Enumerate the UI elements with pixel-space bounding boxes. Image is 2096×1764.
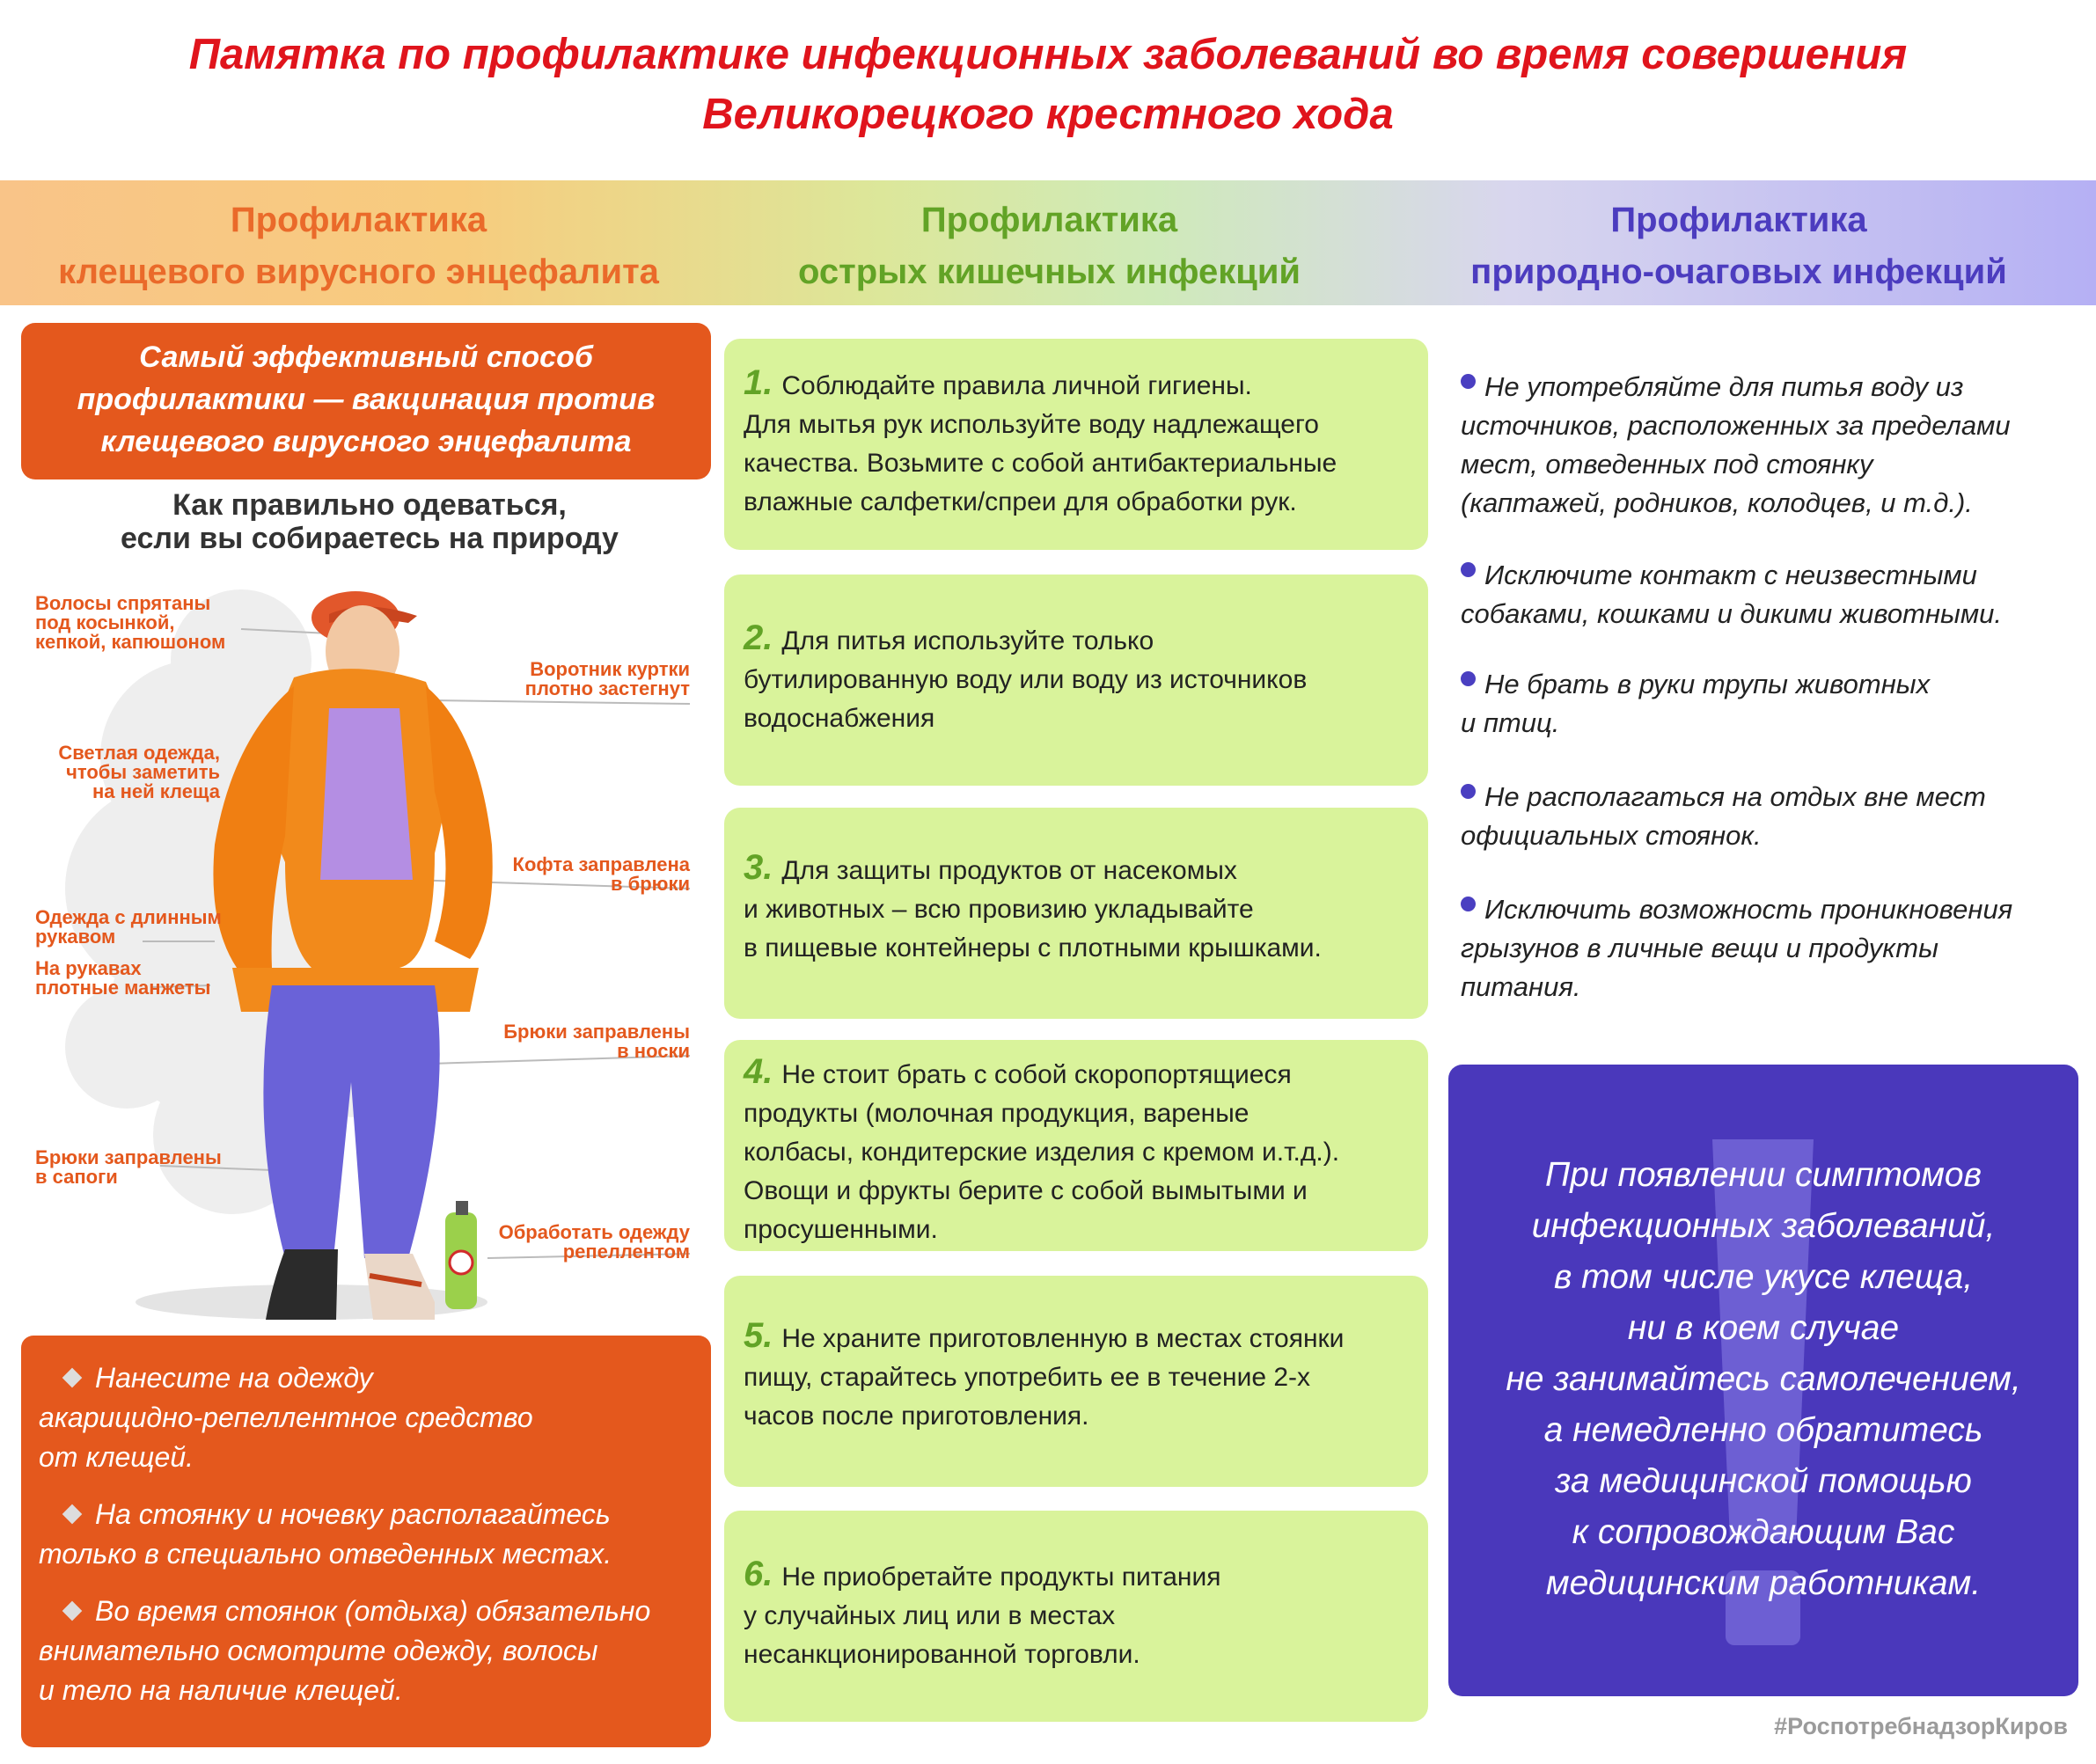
label-line: рукавом [35,926,116,948]
intestinal-card-3 [724,808,1428,1019]
tick-tip [39,1495,693,1574]
card-line: бутилированную воду или воду из источников [744,665,1308,694]
hashtag: #РоспотребнадзорКиров [1774,1713,2068,1739]
clothing-heading-line: Как правильно одеваться, [172,488,567,522]
header-intestinal [717,194,1381,298]
warning-line: за медицинской помощью [1555,1462,1972,1500]
tick-tips-box [21,1336,711,1747]
diamond-bullet-icon [62,1504,83,1525]
item-line: (каптажей, родников, колодцев, и т.д.). [1461,487,1973,518]
card-line: пищу, старайтесь употребить ее в течение 2-х [744,1363,1311,1392]
warning-line: не занимайтесь самолечением, [1506,1360,2021,1398]
diamond-bullet-icon [62,1601,83,1621]
label-line: чтобы заметить [66,761,220,783]
label-pants-socks [479,1022,690,1061]
label-line: Светлая одежда, [58,742,220,764]
tip-line: акарицидно-репеллентное средство [39,1402,533,1433]
card-line: Не приобретайте продукты питания [781,1563,1221,1592]
title-line-1: Памятка по профилактике инфекционных заболеваний во время совершения [188,31,1908,78]
card-line: и животных – всю провизию укладывайте [744,895,1254,924]
item-line: Не брать в руки трупы животных [1484,669,1931,699]
card-line: в пищевые контейнеры с плотными крышками. [744,933,1322,963]
tick-tip [39,1592,693,1710]
warning-line: медицинским работникам. [1545,1564,1982,1602]
warning-line: инфекционных заболеваний, [1531,1207,1996,1245]
label-line: плотные манжеты [35,977,211,999]
card-line: несанкционированной торговли. [744,1640,1140,1669]
intestinal-card-2 [724,575,1428,786]
card-line: водоснабжения [744,704,935,733]
card-line: Для защиты продуктов от насекомых [781,856,1237,885]
label-long-sleeves [35,908,222,947]
header-line: Профилактика [920,201,1178,239]
natural-item [1461,368,2077,523]
tip-line: Нанесите на одежду [95,1362,373,1394]
item-line: источников, расположенных за пределами [1461,410,2011,441]
label-line: Одежда с длинным [35,906,222,928]
header-natural-focal [1381,194,2096,298]
label-line: в брюки [611,873,690,895]
natural-item [1461,556,2077,633]
card-line: часов после приготовления. [744,1402,1089,1431]
card-line: колбасы, кондитерские изделия с кремом и.т.д.). [744,1138,1340,1167]
label-hair [35,594,225,652]
card-line: Овощи и фрукты берите с собой вымытыми и [744,1176,1308,1205]
item-line: мест, отведенных под стоянку [1461,449,1873,479]
section-header-band [0,180,2096,305]
card-number: 5. [744,1316,773,1355]
clothing-figure [21,554,711,1328]
card-line: продукты (молочная продукция, вареные [744,1099,1250,1128]
label-line: репеллентом [562,1241,690,1263]
label-line: плотно застегнут [524,677,690,699]
natural-item [1461,890,2077,1006]
header-line: клещевого вирусного энцефалита [58,253,659,291]
card-number: 4. [744,1052,773,1091]
header-line: Профилактика [230,201,487,239]
item-line: питания. [1461,971,1581,1002]
card-line: Не храните приготовленную в местах стоянки [781,1324,1345,1353]
item-line: Не употребляйте для питья воду из [1484,371,1964,402]
page-title [0,25,2096,144]
item-line: Исключите контакт с неизвестными [1484,560,1977,590]
card-line: Для питья используйте только [781,626,1154,655]
warning-line: ни в коем случае [1627,1309,1900,1347]
label-collar [479,660,690,699]
label-light-clothes [35,743,220,801]
tip-line: от клещей. [39,1441,194,1473]
label-cuffs [35,959,210,998]
intestinal-card-6 [724,1511,1428,1722]
card-number: 1. [744,363,773,402]
warning-line: в том числе укусе клеща, [1553,1258,1974,1296]
label-line: Кофта заправлена [512,853,690,875]
card-line: Соблюдайте правила личной гигиены. [781,371,1252,400]
item-line: Исключить возможность проникновения [1484,894,2013,925]
header-line: природно-очаговых инфекций [1470,253,2007,291]
tip-line: внимательно осмотрите одежду, волосы [39,1635,598,1666]
tip-line: На стоянку и ночевку располагайтесь [95,1498,611,1530]
card-line: Для мытья рук используйте воду надлежащего [744,410,1319,439]
warning-box [1448,1065,2078,1696]
intestinal-card-1 [724,339,1428,550]
label-line: под косынкой, [35,611,175,633]
item-line: собаками, кошками и дикими животными. [1461,598,2002,629]
warning-line: а немедленно обратитесь [1543,1411,1983,1449]
card-line: Не стоит брать с собой скоропортящиеся [781,1060,1292,1089]
label-line: Брюки заправлены [503,1021,690,1043]
warning-line: При появлении симптомов [1545,1156,1982,1194]
card-line: у случайных лиц или в местах [744,1601,1116,1630]
card-line: влажные салфетки/спреи для обработки рук. [744,487,1297,516]
item-line: официальных стоянок. [1461,820,1762,851]
bullet-dot-icon [1461,784,1476,799]
card-number: 3. [744,848,773,887]
tip-line: Во время стоянок (отдыха) обязательно [95,1595,651,1627]
natural-item [1461,665,2077,743]
diamond-bullet-icon [62,1368,83,1388]
warning-line: к сопровождающим Вас [1572,1513,1955,1551]
label-line: Волосы спрятаны [35,592,211,614]
label-pants-boots [35,1148,222,1187]
bullet-dot-icon [1461,671,1476,686]
label-line: в носки [617,1040,690,1062]
label-line: Брюки заправлены [35,1146,222,1168]
clothing-heading-line: если вы собираетесь на природу [121,522,619,555]
label-line: Обработать одежду [498,1221,690,1243]
item-line: грызунов в личные вещи и продукты [1461,933,1938,963]
tick-tip [39,1358,693,1477]
tip-line: только в специально отведенных местах. [39,1538,612,1570]
card-line: просушенными. [744,1215,938,1244]
header-tick-encephalitis [0,194,717,298]
natural-item [1461,778,2077,855]
bullet-dot-icon [1461,374,1476,389]
label-line: На рукавах [35,957,142,979]
item-line: Не располагаться на отдых вне мест [1484,781,1986,812]
label-repellent [479,1223,690,1262]
vaccination-box [21,323,711,479]
header-line: острых кишечных инфекций [797,253,1301,291]
vaccination-line: профилактики — вакцинация против [77,383,656,416]
label-line: на ней клеща [92,780,220,802]
tip-line: и тело на наличие клещей. [39,1674,403,1706]
header-line: Профилактика [1610,201,1867,239]
clothing-heading [88,488,651,555]
vaccination-line: Самый эффективный способ [139,340,593,374]
card-number: 6. [744,1555,773,1593]
label-shirt-tucked [479,855,690,894]
item-line: и птиц. [1461,707,1560,738]
vaccination-line: клещевого вирусного энцефалита [100,425,632,458]
card-line: качества. Возьмите с собой антибактериальные [744,449,1337,478]
intestinal-card-5 [724,1276,1428,1487]
title-line-2: Великорецкого крестного хода [702,91,1394,138]
label-line: Воротник куртки [530,658,690,680]
label-line: в сапоги [35,1166,118,1188]
card-number: 2. [744,618,773,657]
bullet-dot-icon [1461,897,1476,911]
warning-text [1448,1150,2078,1609]
bullet-dot-icon [1461,562,1476,577]
intestinal-card-4 [724,1040,1428,1251]
label-line: кепкой, капюшоном [35,631,226,653]
